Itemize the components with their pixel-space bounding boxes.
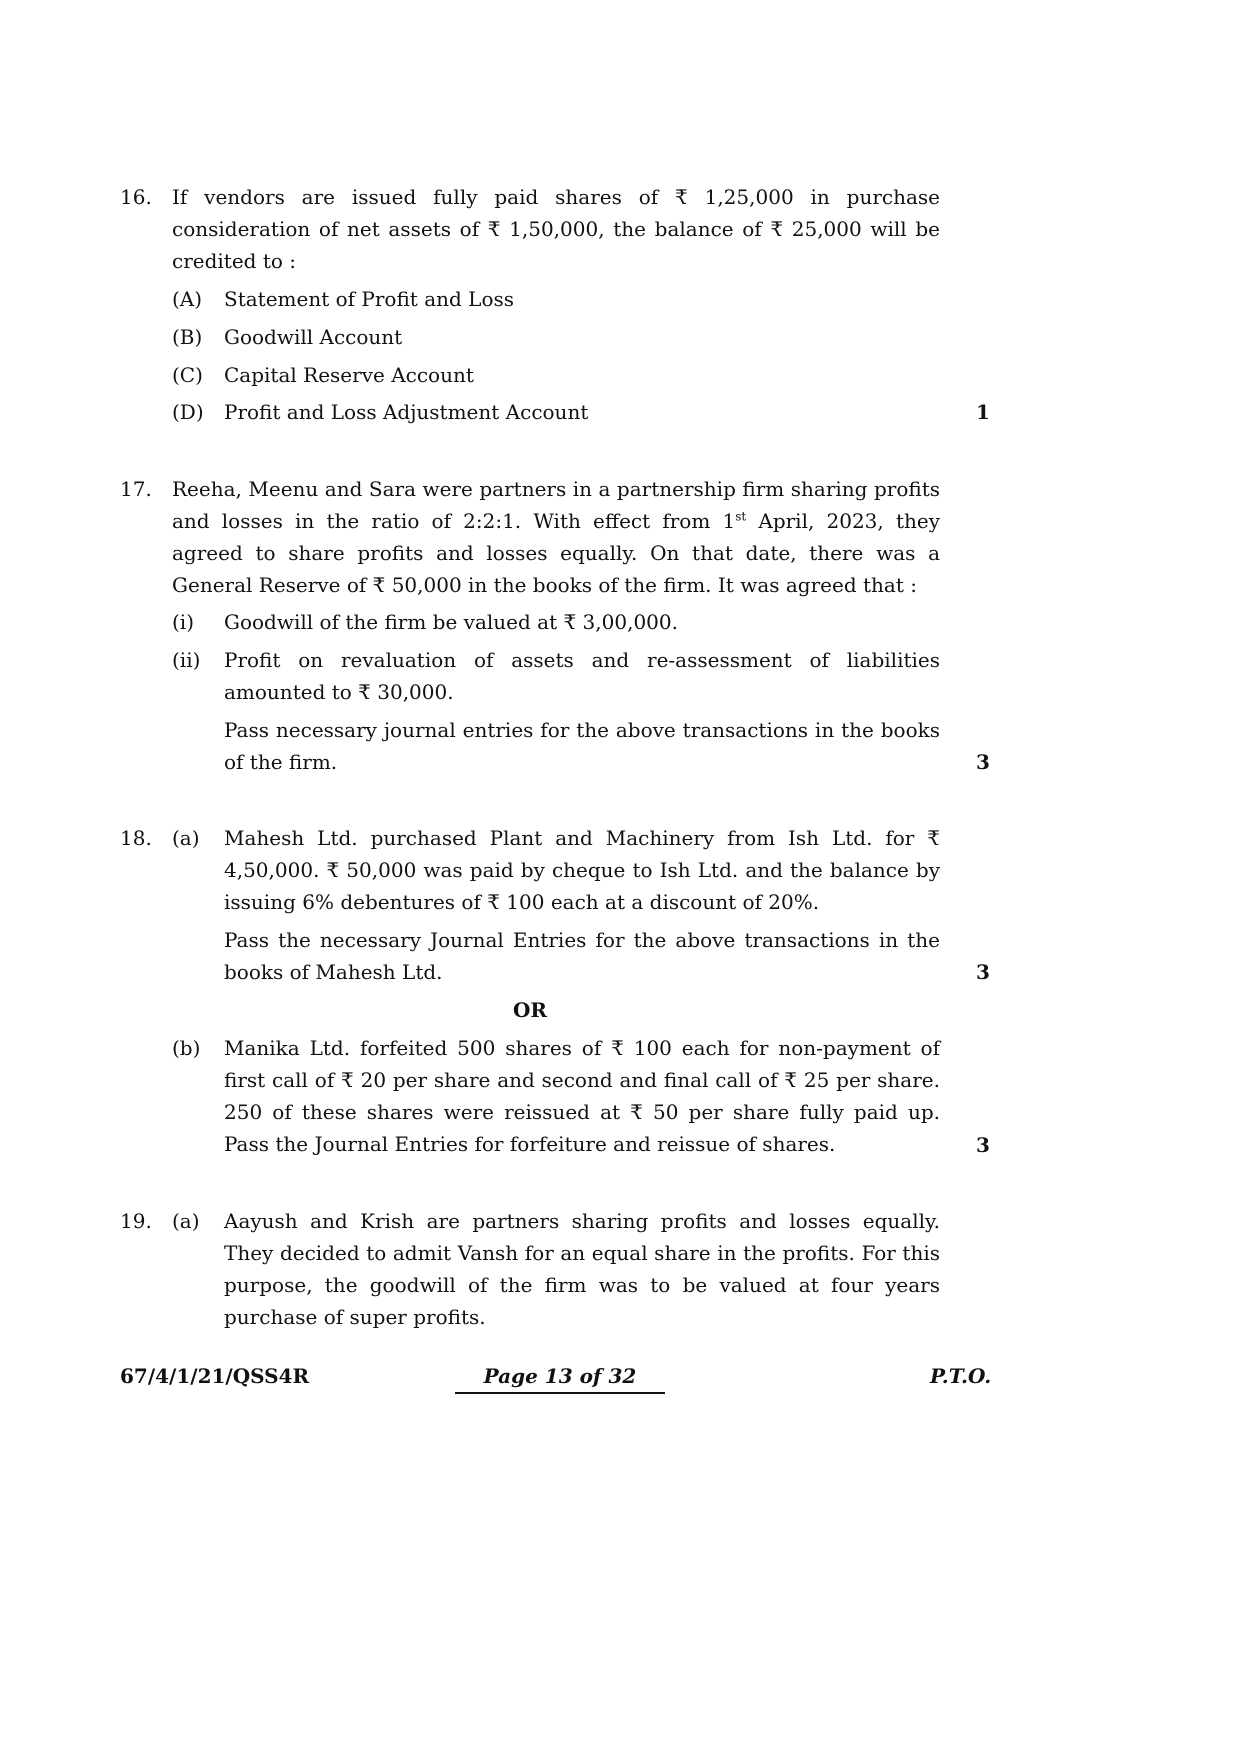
option-label: (D): [172, 400, 204, 424]
question-text: [172, 473, 940, 601]
option-text: Profit and Loss Adjustment Account: [224, 400, 589, 424]
question-number: 16.: [120, 185, 152, 209]
question-number: 17.: [120, 477, 152, 501]
instruction: Pass the necessary Journal Entries for the above transactions in the books of Mahesh Ltd.: [224, 928, 940, 984]
question-number: 19.: [120, 1209, 152, 1233]
question-number: 18.: [120, 826, 152, 850]
option-text: Goodwill Account: [224, 325, 403, 349]
page-number: Page 13 of 32: [455, 1360, 665, 1394]
marks: 3: [976, 1133, 990, 1157]
or-separator: OR: [512, 998, 548, 1022]
marks: 3: [976, 960, 990, 984]
question-text-part: Reeha, Meenu and Sara were partners in a partnership firm sharing profits and losses in the ratio of 2:2:1. With effect from 1: [172, 477, 940, 533]
option-text: Statement of Profit and Loss: [224, 287, 515, 311]
part-label: (b): [172, 1036, 201, 1060]
item-text: Profit on revaluation of assets and re-assessment of liabilities amounted to ₹ 30,000.: [224, 648, 940, 704]
option-label: (C): [172, 363, 203, 387]
part-label: (a): [172, 1209, 200, 1233]
item-label: (ii): [172, 648, 201, 672]
option-text: Capital Reserve Account: [224, 363, 474, 387]
paper-code: 67/4/1/21/QSS4R: [120, 1364, 310, 1388]
instruction: Pass necessary journal entries for the above transactions in the books of the firm.: [224, 718, 940, 774]
option-label: (B): [172, 325, 203, 349]
part-text: Mahesh Ltd. purchased Plant and Machinery from Ish Ltd. for ₹ 4,50,000. ₹ 50,000 was paid by cheque to Ish Ltd. and the balance by issuing 6% debentures of ₹ 100 each at a discount of 20%.: [224, 826, 940, 914]
marks: 1: [976, 400, 990, 424]
pto-label: P.T.O.: [930, 1364, 992, 1388]
item-text: Goodwill of the firm be valued at ₹ 3,00,000.: [224, 610, 678, 634]
item-label: (i): [172, 610, 195, 634]
marks: 3: [976, 750, 990, 774]
superscript: st: [735, 509, 747, 524]
question-text-part: April, 2023, they agreed to share profits and losses equally. On that date, there was a General Reserve of ₹ 50,000 in the books of the firm. It was agreed that :: [172, 509, 940, 597]
part-label: (a): [172, 826, 200, 850]
option-label: (A): [172, 287, 203, 311]
question-text: If vendors are issued fully paid shares of ₹ 1,25,000 in purchase consideration of net assets of ₹ 1,50,000, the balance of ₹ 25,000 will be credited to :: [172, 185, 940, 273]
part-text: Aayush and Krish are partners sharing profits and losses equally. They decided to admit Vansh for an equal share in the profits. For this purpose, the goodwill of the firm was to be valued at four years purchase of super profits.: [224, 1209, 940, 1329]
part-text: Manika Ltd. forfeited 500 shares of ₹ 100 each for non-payment of first call of ₹ 20 per share and second and final call of ₹ 25 per share. 250 of these shares were reissued at ₹ 50 per share fully paid up. Pass the Journal Entries for forfeiture and reissue of shares.: [224, 1036, 940, 1156]
